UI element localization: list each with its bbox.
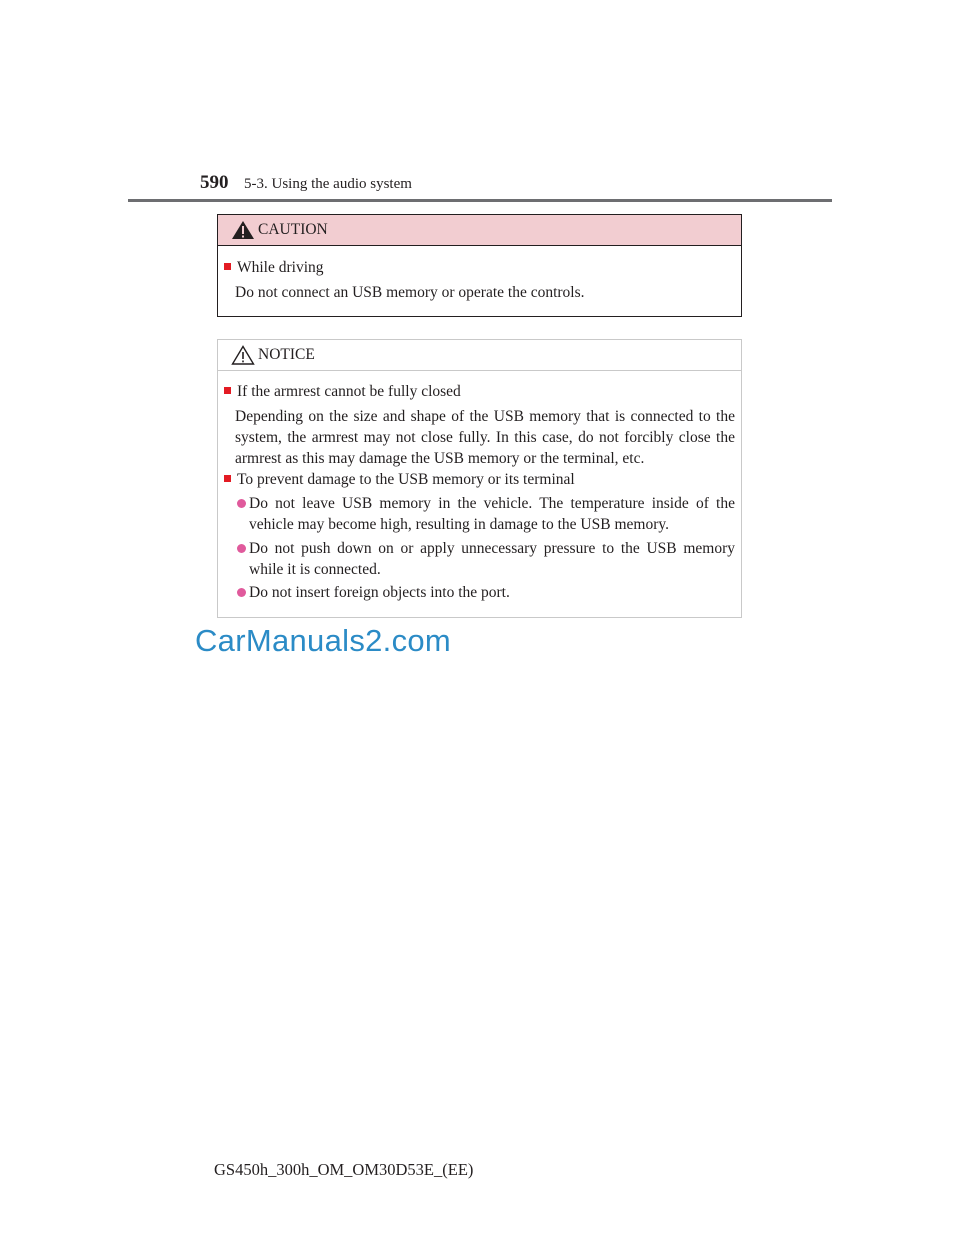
caution-item-text: Do not connect an USB memory or operate the controls.	[235, 284, 585, 301]
page-header	[200, 172, 832, 202]
caution-box	[217, 214, 742, 317]
caution-header	[218, 215, 741, 246]
notice-item-heading: To prevent damage to the USB memory or its terminal	[224, 469, 575, 490]
round-bullet-icon	[237, 588, 246, 597]
warning-triangle-icon	[231, 220, 255, 240]
notice-sub-bullet: Do not leave USB memory in the vehicle. The temperature inside of the vehicle may become high, resulting in damage to the USB memory.	[235, 493, 735, 535]
section-title: 5-3. Using the audio system	[244, 176, 412, 192]
page-number: 590	[200, 172, 229, 193]
notice-item-heading: If the armrest cannot be fully closed	[224, 381, 461, 402]
notice-item-text: Depending on the size and shape of the USB memory that is connected to the system, the armrest may not close fully. In this case, do not forcibly close the armrest as this may damage the USB memory or the terminal, etc.	[235, 408, 735, 467]
page-footer: GS450h_300h_OM_OM30D53E_(EE)	[214, 1160, 474, 1179]
watermark: CarManuals2.com	[195, 623, 452, 658]
round-bullet-icon	[237, 544, 246, 553]
round-bullet-icon	[237, 499, 246, 508]
square-bullet-icon	[224, 387, 231, 394]
caution-title: CAUTION	[258, 221, 328, 238]
square-bullet-icon	[224, 263, 231, 270]
warning-triangle-icon	[231, 345, 255, 365]
notice-sub-bullet: Do not push down on or apply unnecessary pressure to the USB memory while it is connected.	[235, 538, 735, 580]
notice-title: NOTICE	[258, 346, 315, 363]
notice-box	[217, 339, 742, 618]
square-bullet-icon	[224, 475, 231, 482]
caution-item-heading: While driving	[224, 257, 324, 278]
header-divider	[128, 199, 832, 202]
notice-header	[218, 340, 741, 371]
notice-sub-bullet: Do not insert foreign objects into the port.	[235, 582, 735, 603]
